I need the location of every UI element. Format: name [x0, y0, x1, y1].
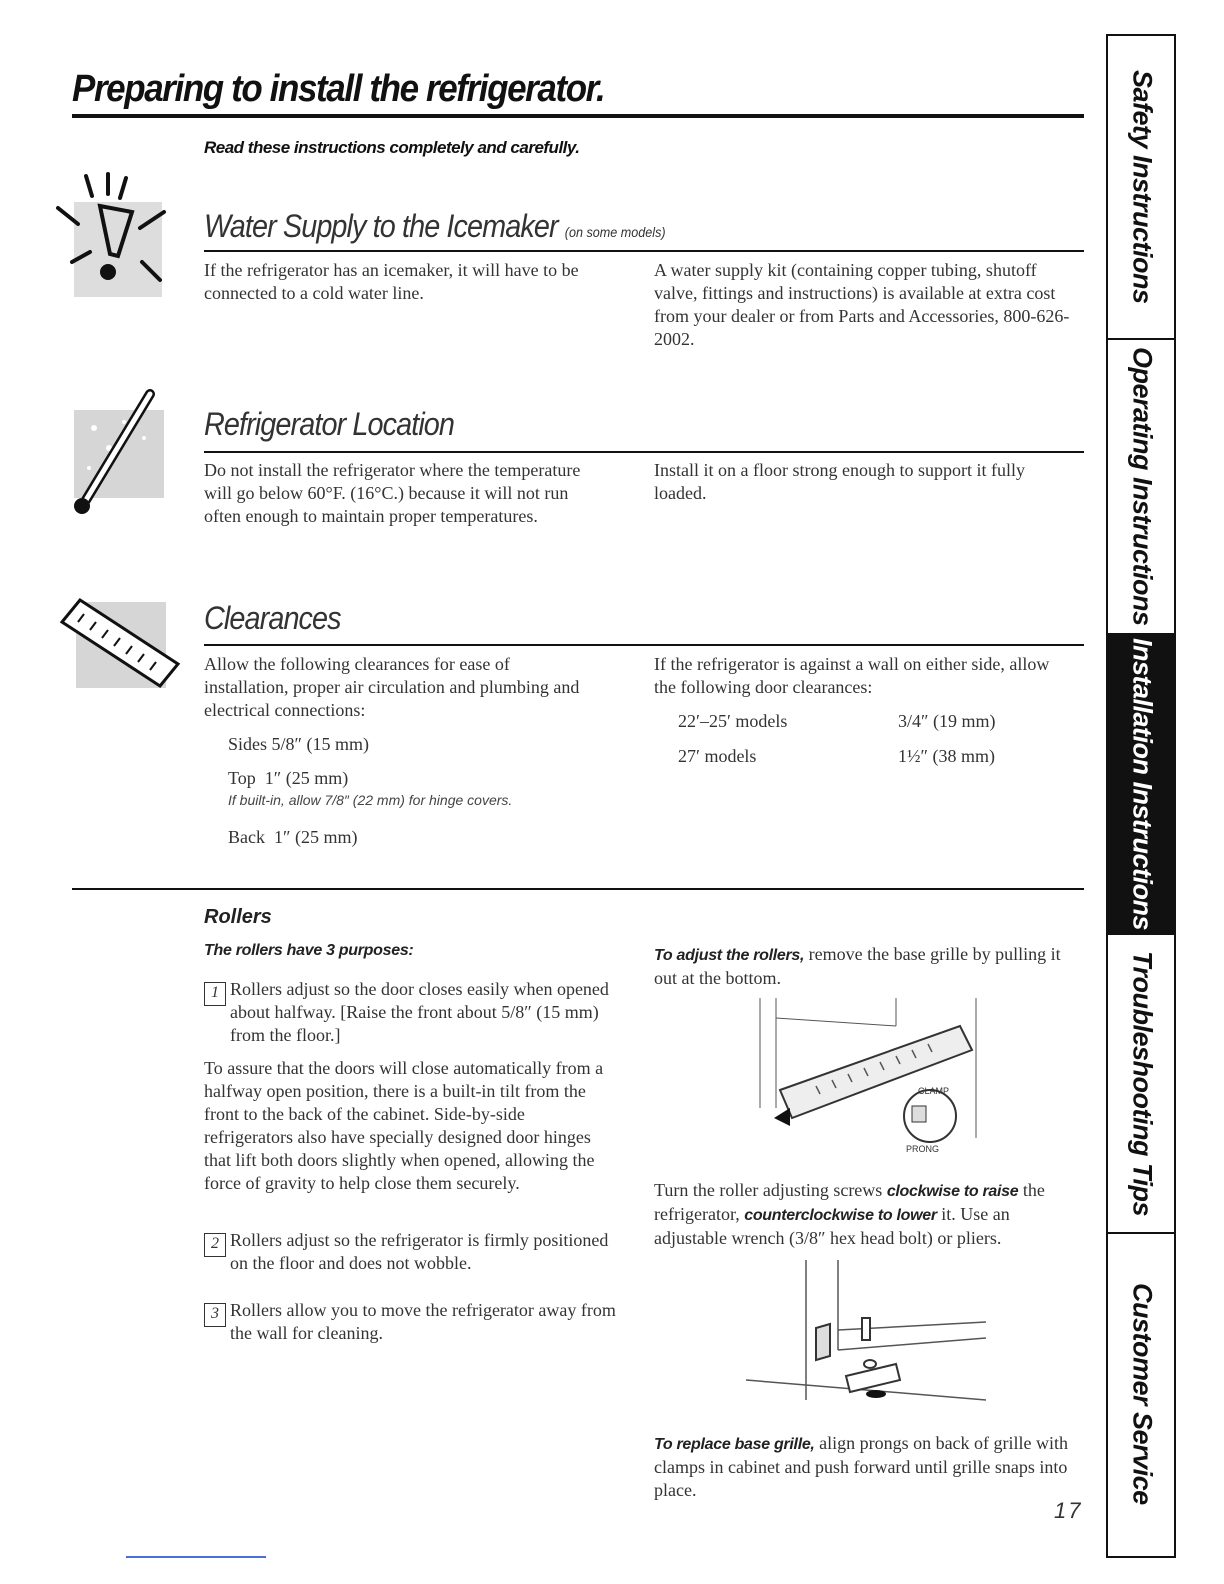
clearances-rule: [204, 644, 1084, 646]
rollers-subheading: The rollers have 3 purposes:: [204, 942, 414, 959]
prong-label: PRONG: [906, 1144, 940, 1154]
title-rule: [72, 114, 1084, 118]
location-left: Do not install the refrigerator where the temperature will go below 60°F. (16°C.) because it will not run often enough to maintain proper temperatures.: [204, 460, 581, 526]
door-model: 27′ models: [678, 746, 757, 766]
location-right: Install it on a floor strong enough to support it fully loaded.: [654, 460, 1025, 503]
roller-item-text: Rollers adjust so the door closes easily when opened about halfway. [Raise the front about 5/8″ (15 mm) from the floor.]: [230, 979, 609, 1045]
link-underline: [126, 1556, 266, 1558]
thermometer-icon: [64, 388, 174, 518]
replace-grille-text: To replace base grille, align prongs on back of grille with clamps in cabinet and push forward until grille snaps into place.: [654, 1433, 1069, 1500]
door-table-row: [678, 710, 1078, 733]
page-number: 17: [1054, 1498, 1083, 1523]
roller-item-1: [204, 978, 614, 1047]
page-title: Preparing to install the refrigerator.: [72, 68, 605, 110]
rollers-paragraph: To assure that the doors will close automatically from a halfway open position, there is a built-in tilt from the front to the back of the cabinet. Side-by-side refrigerators also have specially designed door hinges that lift both doors slightly when opened, allowing the force of gravity to help close them securely.: [204, 1058, 604, 1193]
intro-text: Read these instructions completely and carefully.: [204, 138, 580, 157]
water-supply-rule: [204, 250, 1084, 252]
roller-screw-illustration: [746, 1260, 986, 1410]
door-clearance: 1½″ (38 mm): [898, 746, 995, 766]
warning-icon: [52, 172, 172, 302]
door-clearance: 3/4″ (19 mm): [898, 711, 996, 731]
water-supply-right: A water supply kit (containing copper tubing, shutoff valve, fittings and instructions) is available at extra cost from your dealer or from Parts and Accessories, 800-626-2002.: [654, 260, 1070, 349]
roller-item-text: Rollers adjust so the refrigerator is firmly positioned on the floor and does not wobble.: [230, 1230, 609, 1273]
turn-screws-text: Turn the roller adjusting screws clockwise to raise the refrigerator, counterclockwise to lower it. Use an adjustable wrench (3/8″ hex head bolt) or pliers.: [654, 1180, 1045, 1248]
clearances-right: If the refrigerator is against a wall on either side, allow the following door clearances:: [654, 654, 1050, 697]
clearances-heading: Clearances: [204, 600, 341, 636]
roller-item-text: Rollers allow you to move the refrigerator away from the wall for cleaning.: [230, 1300, 616, 1343]
roller-item-2: [204, 1229, 614, 1275]
rollers-rule: [72, 888, 1084, 890]
tab-operating-instructions[interactable]: Operating Instructions: [1108, 340, 1176, 635]
location-heading: Refrigerator Location: [204, 406, 455, 442]
tab-installation-instructions[interactable]: Installation Instructions: [1108, 635, 1176, 935]
number-box-digit: 3: [211, 1305, 219, 1322]
number-box-1: [204, 982, 226, 1006]
number-box-3: [204, 1303, 226, 1327]
clearance-back: Back 1″ (25 mm): [228, 827, 358, 847]
number-box-digit: 2: [211, 1235, 219, 1252]
number-box-digit: 1: [211, 984, 219, 1001]
clearance-top: Top 1″ (25 mm): [228, 768, 349, 788]
tab-safety-instructions[interactable]: Safety Instructions: [1108, 36, 1176, 340]
base-grille-illustration: [746, 998, 986, 1158]
water-supply-heading: Water Supply to the Icemaker (on some models): [204, 208, 666, 244]
water-supply-left: If the refrigerator has an icemaker, it will have to be connected to a cold water line.: [204, 260, 579, 303]
tab-troubleshooting-tips[interactable]: Troubleshooting Tips: [1108, 935, 1176, 1234]
rollers-heading: Rollers: [204, 906, 272, 928]
clearance-sides: Sides 5/8″ (15 mm): [228, 734, 369, 754]
tab-customer-service[interactable]: Customer Service: [1127, 1283, 1158, 1505]
roller-item-3: [204, 1299, 624, 1345]
clamp-label: CLAMP: [918, 1086, 950, 1096]
ruler-icon: [52, 592, 182, 692]
adjust-rollers-text: To adjust the rollers, remove the base grille by pulling it out at the bottom.: [654, 944, 1061, 988]
door-table-row: [678, 745, 1078, 768]
clearance-top-note: If built-in, allow 7/8″ (22 mm) for hinge covers.: [228, 792, 513, 808]
number-box-2: [204, 1233, 226, 1257]
door-model: 22′–25′ models: [678, 711, 788, 731]
clearances-left: Allow the following clearances for ease of installation, proper air circulation and plumbing and electrical connections:: [204, 654, 580, 720]
location-rule: [204, 451, 1084, 453]
